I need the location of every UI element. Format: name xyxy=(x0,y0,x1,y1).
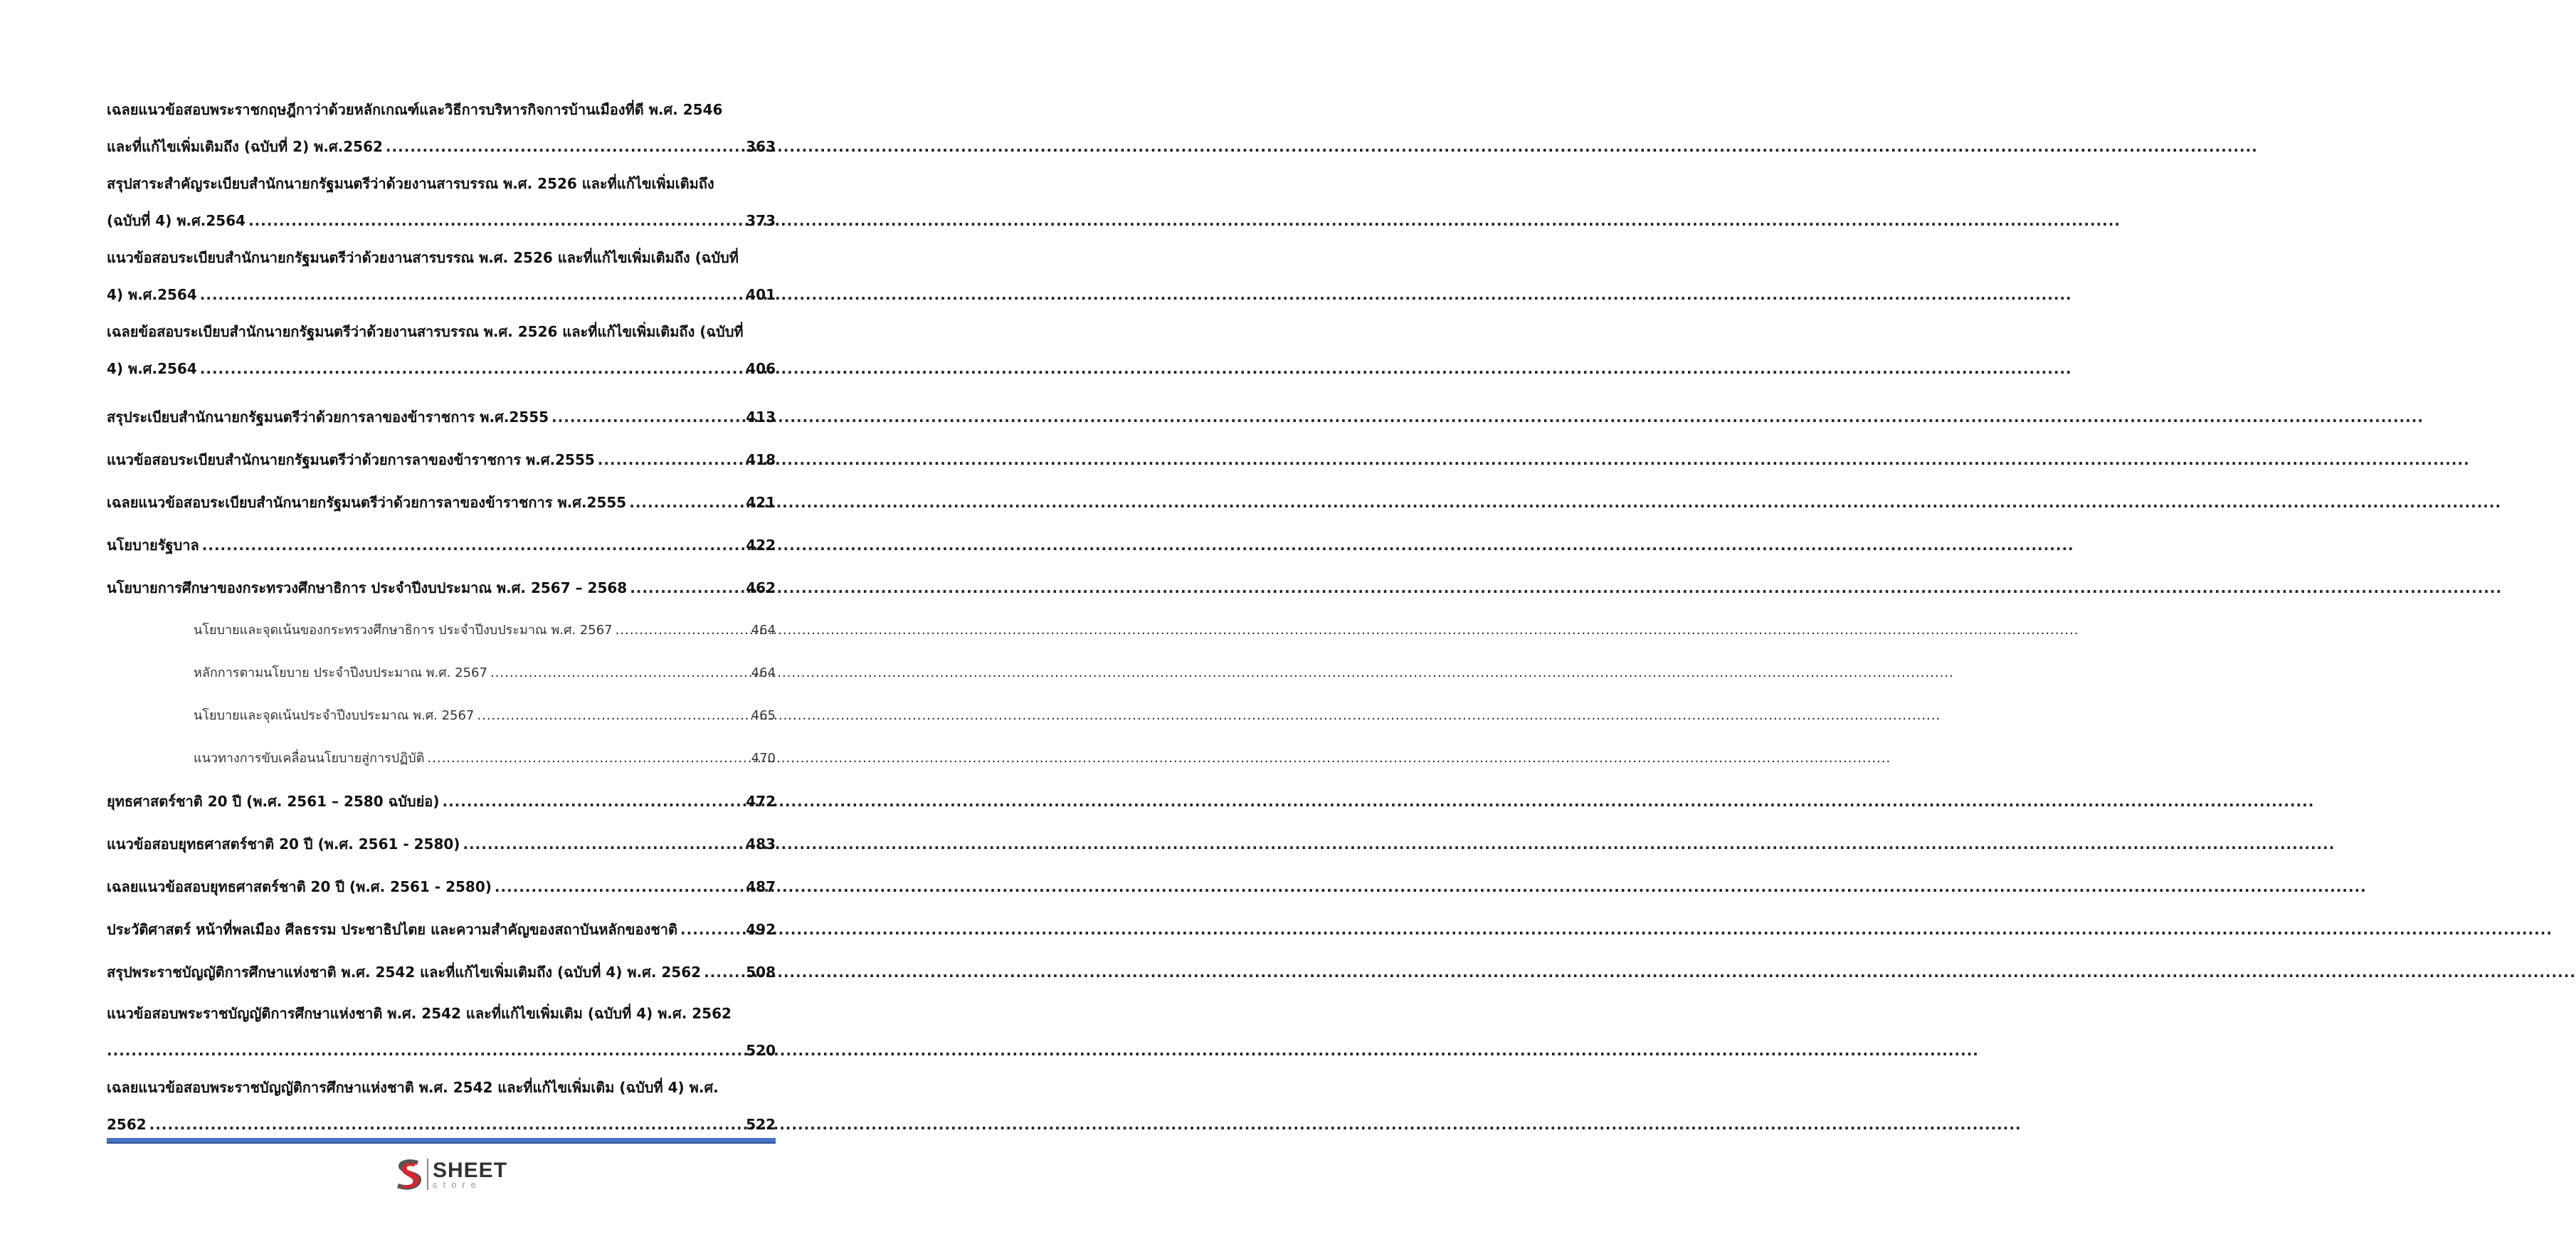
toc-page-number: 472 xyxy=(746,793,776,810)
sheet-store-logo xyxy=(393,1153,507,1196)
logo-text xyxy=(433,1160,507,1189)
toc-entry-title: แนวข้อสอบพระราชบัญญัติการศึกษาแห่งชาติ พ.ศ. 2542 และที่แก้ไขเพิ่มเติม (ฉบับที่ 4) พ.ศ. 2562 xyxy=(107,1005,732,1022)
toc-entry-title-cont: และที่แก้ไขเพิ่มเติมถึง (ฉบับที่ 2) พ.ศ.2562 xyxy=(107,138,383,155)
toc-entry-title: เฉลยข้อสอบระเบียบสำนักนายกรัฐมนตรีว่าด้วยงานสารบรรณ พ.ศ. 2526 และที่แก้ไขเพิ่มเติมถึง (ฉบับที่ xyxy=(107,323,744,340)
toc-entry[interactable] xyxy=(107,399,776,436)
toc-entry-title: แนวข้อสอบระเบียบสำนักนายกรัฐมนตรีว่าด้วยการลาของข้าราชการ พ.ศ.2555 xyxy=(107,451,595,468)
toc-page-number: 406 xyxy=(746,360,776,377)
toc-entry[interactable] xyxy=(107,313,776,387)
toc-entry-title: เฉลยแนวข้อสอบพระราชกฤษฎีกาว่าด้วยหลักเกณฑ์และวิธีการบริหารกิจการบ้านเมืองที่ดี พ.ศ. 2546 xyxy=(107,101,723,118)
toc-subentry[interactable] xyxy=(194,655,776,692)
toc-entry-title: นโยบายการศึกษาของกระทรวงศึกษาธิการ ประจำปีงบประมาณ พ.ศ. 2567 – 2568 xyxy=(107,579,628,596)
toc-entry-title: แนวข้อสอบระเบียบสำนักนายกรัฐมนตรีว่าด้วยงานสารบรรณ พ.ศ. 2526 และที่แก้ไขเพิ่มเติมถึง (ฉบับที่ xyxy=(107,249,739,266)
toc-entry-title: สรุปพระราชบัญญัติการศึกษาแห่งชาติ พ.ศ. 2542 และที่แก้ไขเพิ่มเติมถึง (ฉบับที่ 4) พ.ศ. 2562 xyxy=(107,964,702,981)
toc-entry-title: แนวข้อสอบยุทธศาสตร์ชาติ 20 ปี (พ.ศ. 2561 - 2580) xyxy=(107,836,460,853)
toc-entry[interactable] xyxy=(107,911,776,948)
dot-leader xyxy=(427,740,748,777)
toc-page-number: 522 xyxy=(746,1116,776,1133)
toc-subentry[interactable] xyxy=(194,697,776,734)
dot-leader xyxy=(200,276,743,313)
dot-leader xyxy=(616,612,749,649)
toc-page-number: 465 xyxy=(751,708,776,723)
toc-entry[interactable] xyxy=(107,441,776,478)
toc-subentry-title: นโยบายและจุดเน้นของกระทรวงศึกษาธิการ ประจำปีงบประมาณ พ.ศ. 2567 xyxy=(194,623,613,638)
toc-entry[interactable] xyxy=(107,868,776,905)
dot-leader xyxy=(495,868,743,905)
toc-page-number: 492 xyxy=(746,921,776,938)
toc-page-number: 483 xyxy=(746,836,776,853)
toc-entry[interactable] xyxy=(107,783,776,820)
toc-entry[interactable] xyxy=(107,239,776,313)
dot-leader xyxy=(680,911,743,948)
dot-leader xyxy=(490,655,749,692)
dot-leader xyxy=(442,783,743,820)
toc-entry-title-cont: (ฉบับที่ 4) พ.ศ.2564 xyxy=(107,212,246,229)
toc-page-number: 508 xyxy=(746,964,776,981)
toc-entry-title-cont: 4) พ.ศ.2564 xyxy=(107,360,197,377)
toc-entry-title: นโยบายรัฐบาล xyxy=(107,537,199,554)
toc-entry-title: เฉลยแนวข้อสอบพระราชบัญญัติการศึกษาแห่งชาติ พ.ศ. 2542 และที่แก้ไขเพิ่มเติม (ฉบับที่ 4) พ.ศ. xyxy=(107,1079,719,1096)
toc-entry[interactable] xyxy=(107,1069,776,1143)
toc-entry-title: เฉลยแนวข้อสอบระเบียบสำนักนายกรัฐมนตรีว่าด้วยการลาของข้าราชการ พ.ศ.2555 xyxy=(107,494,627,511)
dot-leader xyxy=(704,954,743,991)
logo-s-icon xyxy=(393,1156,424,1192)
toc-entry-title: เฉลยแนวข้อสอบยุทธศาสตร์ชาติ 20 ปี (พ.ศ. 2561 - 2580) xyxy=(107,878,492,895)
toc-entry-title: สรุปสาระสำคัญระเบียบสำนักนายกรัฐมนตรีว่าด้วยงานสารบรรณ พ.ศ. 2526 และที่แก้ไขเพิ่มเติมถึง xyxy=(107,175,714,192)
dot-leader xyxy=(248,202,743,239)
toc-entry[interactable] xyxy=(107,569,776,606)
logo-separator xyxy=(427,1159,428,1190)
toc-entry-title: ประวัติศาสตร์ หน้าที่พลเมือง ศีลธรรม ประชาธิปไตย และความสำคัญของสถาบันหลักของชาติ xyxy=(107,921,678,938)
toc-entry-title-cont: 4) พ.ศ.2564 xyxy=(107,286,197,303)
toc-page-number: 462 xyxy=(746,579,776,596)
toc-subentry[interactable] xyxy=(194,612,776,649)
toc-entry[interactable] xyxy=(107,91,776,165)
logo-word: SHEET xyxy=(433,1158,508,1182)
toc-page-number: 413 xyxy=(746,409,776,426)
dot-leader xyxy=(386,128,743,165)
dot-leader xyxy=(107,1032,743,1069)
dot-leader xyxy=(463,826,743,863)
dot-leader xyxy=(630,569,743,606)
toc-page-number: 464 xyxy=(751,665,776,680)
dot-leader xyxy=(629,484,743,521)
logo-subword: store xyxy=(433,1179,482,1190)
toc-entry-title: ยุทธศาสตร์ชาติ 20 ปี (พ.ศ. 2561 – 2580 ฉบับย่อ) xyxy=(107,793,440,810)
toc-entry[interactable] xyxy=(107,995,776,1069)
toc-page-number: 373 xyxy=(746,212,776,229)
toc-page-number: 401 xyxy=(746,286,776,303)
toc-page-number: 421 xyxy=(746,494,776,511)
dot-leader xyxy=(598,441,743,478)
toc-page-number: 363 xyxy=(746,138,776,155)
toc-page-number: 470 xyxy=(751,751,776,766)
toc-page-number: 487 xyxy=(746,878,776,895)
toc-subentry-title: หลักการตามนโยบาย ประจำปีงบประมาณ พ.ศ. 2567 xyxy=(194,665,487,680)
toc-entry-title-cont: 2562 xyxy=(107,1116,147,1133)
toc-page-number: 464 xyxy=(751,623,776,638)
toc-entry[interactable] xyxy=(107,484,776,521)
toc-subentry-title: นโยบายและจุดเน้นประจำปีงบประมาณ พ.ศ. 2567 xyxy=(194,708,475,723)
dot-leader xyxy=(477,697,748,734)
dot-leader xyxy=(551,399,743,436)
toc-page-number: 422 xyxy=(746,537,776,554)
toc-entry[interactable] xyxy=(107,165,776,239)
dot-leader xyxy=(200,350,743,387)
dot-leader xyxy=(202,527,744,564)
toc-entry[interactable] xyxy=(107,826,776,863)
toc-entry[interactable] xyxy=(107,527,776,564)
toc-page-number: 418 xyxy=(746,451,776,468)
toc-subentry[interactable] xyxy=(194,740,776,777)
toc-page-number: 520 xyxy=(746,1042,776,1059)
toc-entry[interactable] xyxy=(107,954,776,991)
footer-rule xyxy=(107,1138,776,1144)
toc-entry-title: สรุประเบียบสำนักนายกรัฐมนตรีว่าด้วยการลาของข้าราชการ พ.ศ.2555 xyxy=(107,409,549,426)
toc-subentry-title: แนวทางการขับเคลื่อนนโยบายสู่การปฏิบัติ xyxy=(194,751,425,766)
